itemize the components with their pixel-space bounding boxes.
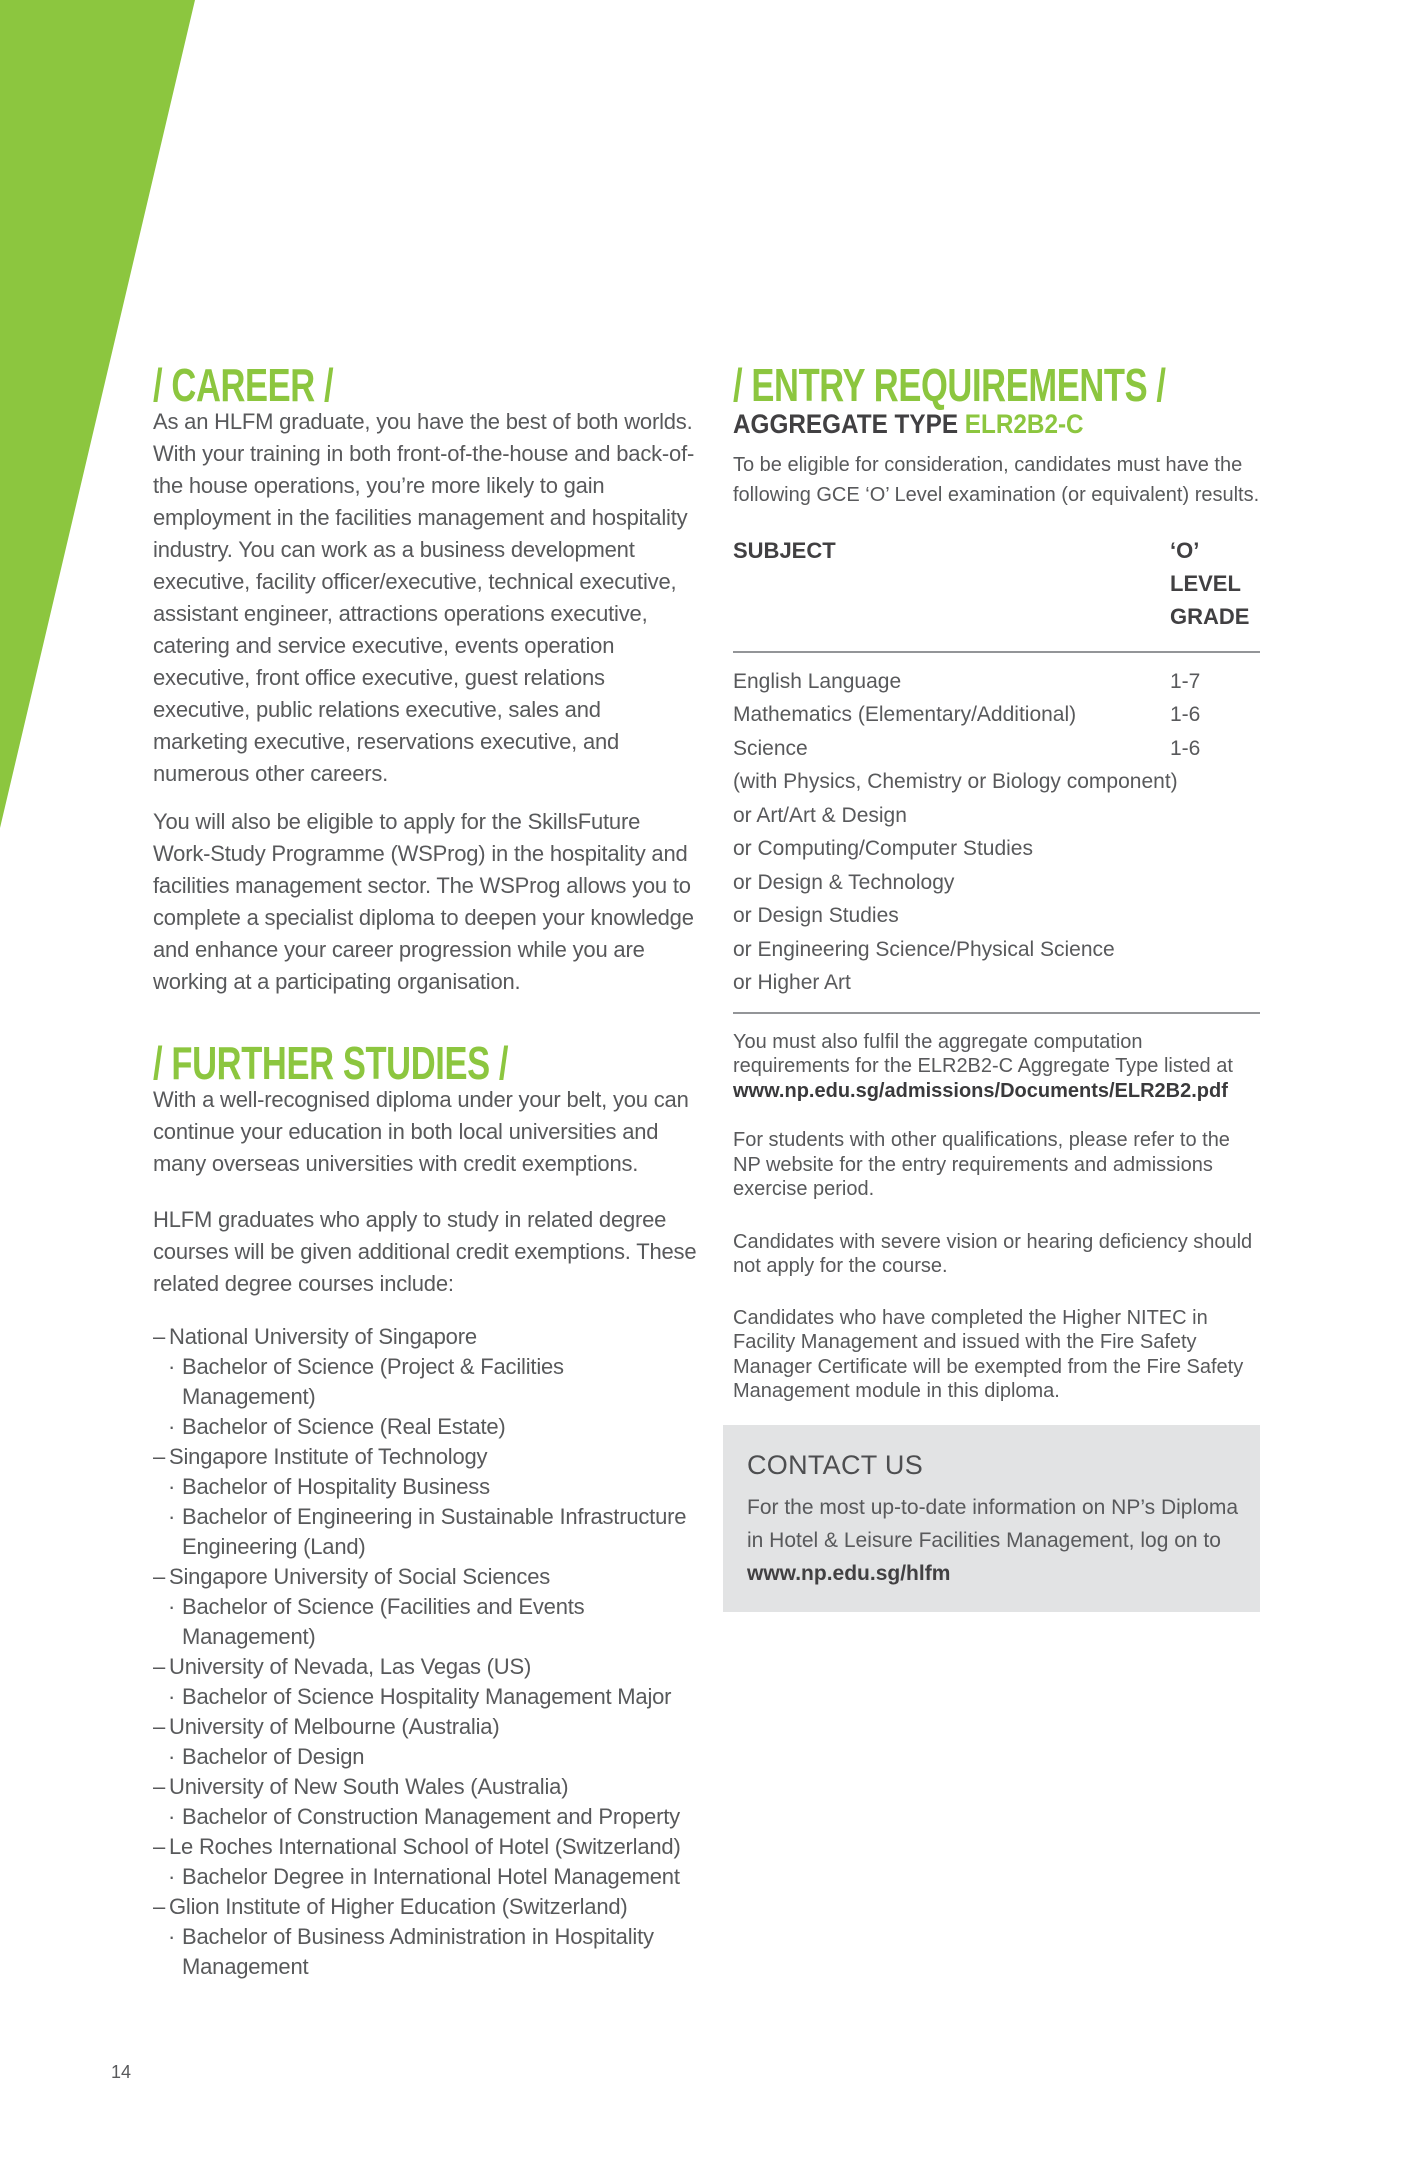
- note-aggregate: [733, 1030, 1260, 1104]
- dash-bullet: –: [153, 1324, 166, 1349]
- grade-cell: [1170, 899, 1260, 933]
- contact-text-body: For the most up-to-date information on NP’s Diploma in Hotel & Leisure Facilities Management, log on to: [747, 1495, 1238, 1552]
- degree-name: Bachelor of Science (Real Estate): [182, 1414, 506, 1439]
- list-item-degree: [168, 1922, 701, 1982]
- note-nitec-exemption: Candidates who have completed the Higher NITEC in Facility Management and issued with the Fire Safety Manager Certificate will be exempted from the Fire Safety Management module in this diploma.: [733, 1306, 1244, 1403]
- degrees-sublist: [168, 1682, 701, 1712]
- subject-cell: or Design & Technology: [733, 870, 955, 894]
- note-aggregate-text: You must also fulfil the aggregate computation requirements for the ELR2B2-C Aggregate Type listed at: [733, 1030, 1233, 1078]
- list-item-university: [153, 1652, 701, 1712]
- university-name: University of New South Wales (Australia): [169, 1774, 569, 1799]
- dot-bullet: ·: [168, 1504, 176, 1529]
- list-item-degree: [168, 1352, 701, 1412]
- degrees-sublist: [168, 1922, 701, 1982]
- contact-text: [747, 1491, 1246, 1590]
- degree-name: Bachelor of Science (Project & Facilities Management): [182, 1354, 564, 1409]
- dot-bullet: ·: [168, 1684, 176, 1709]
- table-row: [733, 899, 1260, 933]
- grade-cell: [1170, 832, 1260, 866]
- table-row: [733, 832, 1260, 866]
- grade-cell: [1170, 966, 1260, 1000]
- subject-cell: or Art/Art & Design: [733, 803, 907, 827]
- degree-name: Bachelor of Engineering in Sustainable Infrastructure Engineering (Land): [182, 1504, 687, 1559]
- subject-cell: or Engineering Science/Physical Science: [733, 937, 1115, 961]
- degrees-sublist: [168, 1742, 701, 1772]
- table-row: [733, 665, 1260, 699]
- subject-cell: or Higher Art: [733, 971, 851, 995]
- dot-bullet: ·: [168, 1804, 176, 1829]
- table-row: [733, 698, 1260, 732]
- list-item-university: [153, 1772, 701, 1832]
- career-paragraph-2: You will also be eligible to apply for the SkillsFuture Work-Study Programme (WSProg) in the hospitality and facilities management sector. The WSProg allows you to complete a specialist diploma to deepen your knowledge and enhance your career progression while you are working at a participating organisation.: [153, 809, 694, 994]
- career-heading: / CAREER /: [153, 359, 334, 411]
- degrees-sublist: [168, 1352, 701, 1442]
- table-top-rule: [733, 651, 1260, 653]
- universities-list: [153, 1322, 701, 1982]
- further-studies-paragraph-1: With a well-recognised diploma under your belt, you can continue your education in both local universities and many overseas universities with credit exemptions.: [153, 1087, 689, 1176]
- list-item-degree: [168, 1592, 701, 1652]
- degree-name: Bachelor Degree in International Hotel Management: [182, 1864, 680, 1889]
- further-studies-heading: / FURTHER STUDIES /: [153, 1037, 509, 1089]
- dot-bullet: ·: [168, 1864, 176, 1889]
- dot-bullet: ·: [168, 1414, 176, 1439]
- table-bottom-rule: [733, 1012, 1260, 1014]
- grade-cell: 1-6: [1170, 703, 1201, 727]
- aggregate-type-value: ELR2B2-C: [964, 409, 1084, 439]
- subject-cell: English Language: [733, 669, 902, 693]
- degree-name: Bachelor of Construction Management and Property: [182, 1804, 680, 1829]
- grade-cell: [1170, 799, 1260, 833]
- grade-cell: [1170, 866, 1260, 900]
- requirements-table-header: [733, 534, 1260, 633]
- list-item-university: [153, 1712, 701, 1772]
- dash-bullet: –: [153, 1834, 166, 1859]
- university-name: University of Melbourne (Australia): [169, 1714, 500, 1739]
- aggregate-type-label: AGGREGATE TYPE: [733, 409, 959, 439]
- university-name: Glion Institute of Higher Education (Switzerland): [169, 1894, 628, 1919]
- career-paragraph-1: As an HLFM graduate, you have the best of both worlds. With your training in both front-of-the-house and back-of-the house operations, you’re more likely to gain employment in the facilities management and hospitality industry. You can work as a business development executive, facility officer/executive, technical executive, assistant engineer, attractions operations executive, catering and service executive, events operation executive, front office executive, guest relations executive, public relations executive, sales and marketing executive, reservations executive, and numerous other careers.: [153, 409, 695, 786]
- dash-bullet: –: [153, 1444, 166, 1469]
- university-name: Le Roches International School of Hotel (Switzerland): [169, 1834, 681, 1859]
- list-item-university: [153, 1442, 701, 1562]
- table-header-subject: SUBJECT: [733, 537, 836, 563]
- degrees-sublist: [168, 1592, 701, 1652]
- degree-name: Bachelor of Science Hospitality Management Major: [182, 1684, 672, 1709]
- grade-cell: 1-6: [1170, 736, 1201, 760]
- note-other-qualifications: For students with other qualifications, please refer to the NP website for the entry requirements and admissions exercise period.: [733, 1129, 1230, 1201]
- list-item-degree: [168, 1472, 701, 1502]
- dot-bullet: ·: [168, 1924, 176, 1949]
- subject-cell: Science: [733, 736, 808, 760]
- list-item-degree: [168, 1862, 701, 1892]
- grade-cell: 1-7: [1170, 669, 1201, 693]
- dash-bullet: –: [153, 1564, 166, 1589]
- contact-title: CONTACT US: [747, 1450, 924, 1480]
- table-row: [733, 799, 1260, 833]
- list-item-university: [153, 1892, 701, 1982]
- dash-bullet: –: [153, 1894, 166, 1919]
- table-row: [733, 933, 1260, 967]
- further-studies-paragraph-2: HLFM graduates who apply to study in related degree courses will be given additional credit exemptions. These related degree courses include:: [153, 1207, 697, 1296]
- aggregate-type-line: [733, 410, 1084, 440]
- degree-name: Bachelor of Science (Facilities and Events Management): [182, 1594, 585, 1649]
- grade-cell: [1170, 765, 1260, 799]
- dot-bullet: ·: [168, 1354, 176, 1379]
- list-item-degree: [168, 1742, 701, 1772]
- degrees-sublist: [168, 1802, 701, 1832]
- dash-bullet: –: [153, 1714, 166, 1739]
- left-column: [153, 359, 701, 1982]
- university-name: Singapore Institute of Technology: [169, 1444, 488, 1469]
- subject-cell: or Computing/Computer Studies: [733, 837, 1033, 861]
- entry-requirements-heading: / ENTRY REQUIREMENTS /: [733, 359, 1166, 411]
- list-item-degree: [168, 1502, 701, 1562]
- subject-cell: Mathematics (Elementary/Additional): [733, 703, 1077, 727]
- list-item-university: [153, 1832, 701, 1892]
- contact-us-box: [723, 1425, 1260, 1612]
- subject-cell: (with Physics, Chemistry or Biology component): [733, 770, 1178, 794]
- university-name: Singapore University of Social Sciences: [169, 1564, 551, 1589]
- note-vision-hearing: Candidates with severe vision or hearing deficiency should not apply for the course.: [733, 1230, 1253, 1278]
- dot-bullet: ·: [168, 1474, 176, 1499]
- table-header-grade-line1: ‘O’ LEVEL: [1170, 537, 1241, 596]
- table-header-grade: [1170, 534, 1260, 633]
- list-item-degree: [168, 1412, 701, 1442]
- dot-bullet: ·: [168, 1594, 176, 1619]
- page-number: 14: [111, 2062, 132, 2082]
- dash-bullet: –: [153, 1774, 166, 1799]
- right-column: [733, 359, 1260, 1585]
- elr2b2-pdf-link[interactable]: www.np.edu.sg/admissions/Documents/ELR2B2.pdf: [733, 1079, 1228, 1102]
- list-item-degree: [168, 1682, 701, 1712]
- table-row: [733, 765, 1260, 799]
- degree-name: Bachelor of Design: [182, 1744, 365, 1769]
- table-header-grade-line2: GRADE: [1170, 603, 1250, 629]
- table-row: [733, 966, 1260, 1000]
- list-item-degree: [168, 1802, 701, 1832]
- subject-cell: or Design Studies: [733, 904, 899, 928]
- list-item-university: [153, 1322, 701, 1442]
- table-row: [733, 732, 1260, 766]
- degrees-sublist: [168, 1862, 701, 1892]
- grade-cell: [1170, 933, 1260, 967]
- requirements-table: [733, 665, 1260, 1000]
- dot-bullet: ·: [168, 1744, 176, 1769]
- entry-intro: To be eligible for consideration, candidates must have the following GCE ‘O’ Level examination (or equivalent) results.: [733, 453, 1260, 506]
- degree-name: Bachelor of Business Administration in Hospitality Management: [182, 1924, 654, 1979]
- university-name: University of Nevada, Las Vegas (US): [169, 1654, 532, 1679]
- degrees-sublist: [168, 1472, 701, 1562]
- contact-hlfm-link[interactable]: www.np.edu.sg/hlfm: [747, 1561, 951, 1585]
- dash-bullet: –: [153, 1654, 166, 1679]
- degree-name: Bachelor of Hospitality Business: [182, 1474, 490, 1499]
- university-name: National University of Singapore: [169, 1324, 477, 1349]
- table-row: [733, 866, 1260, 900]
- list-item-university: [153, 1562, 701, 1652]
